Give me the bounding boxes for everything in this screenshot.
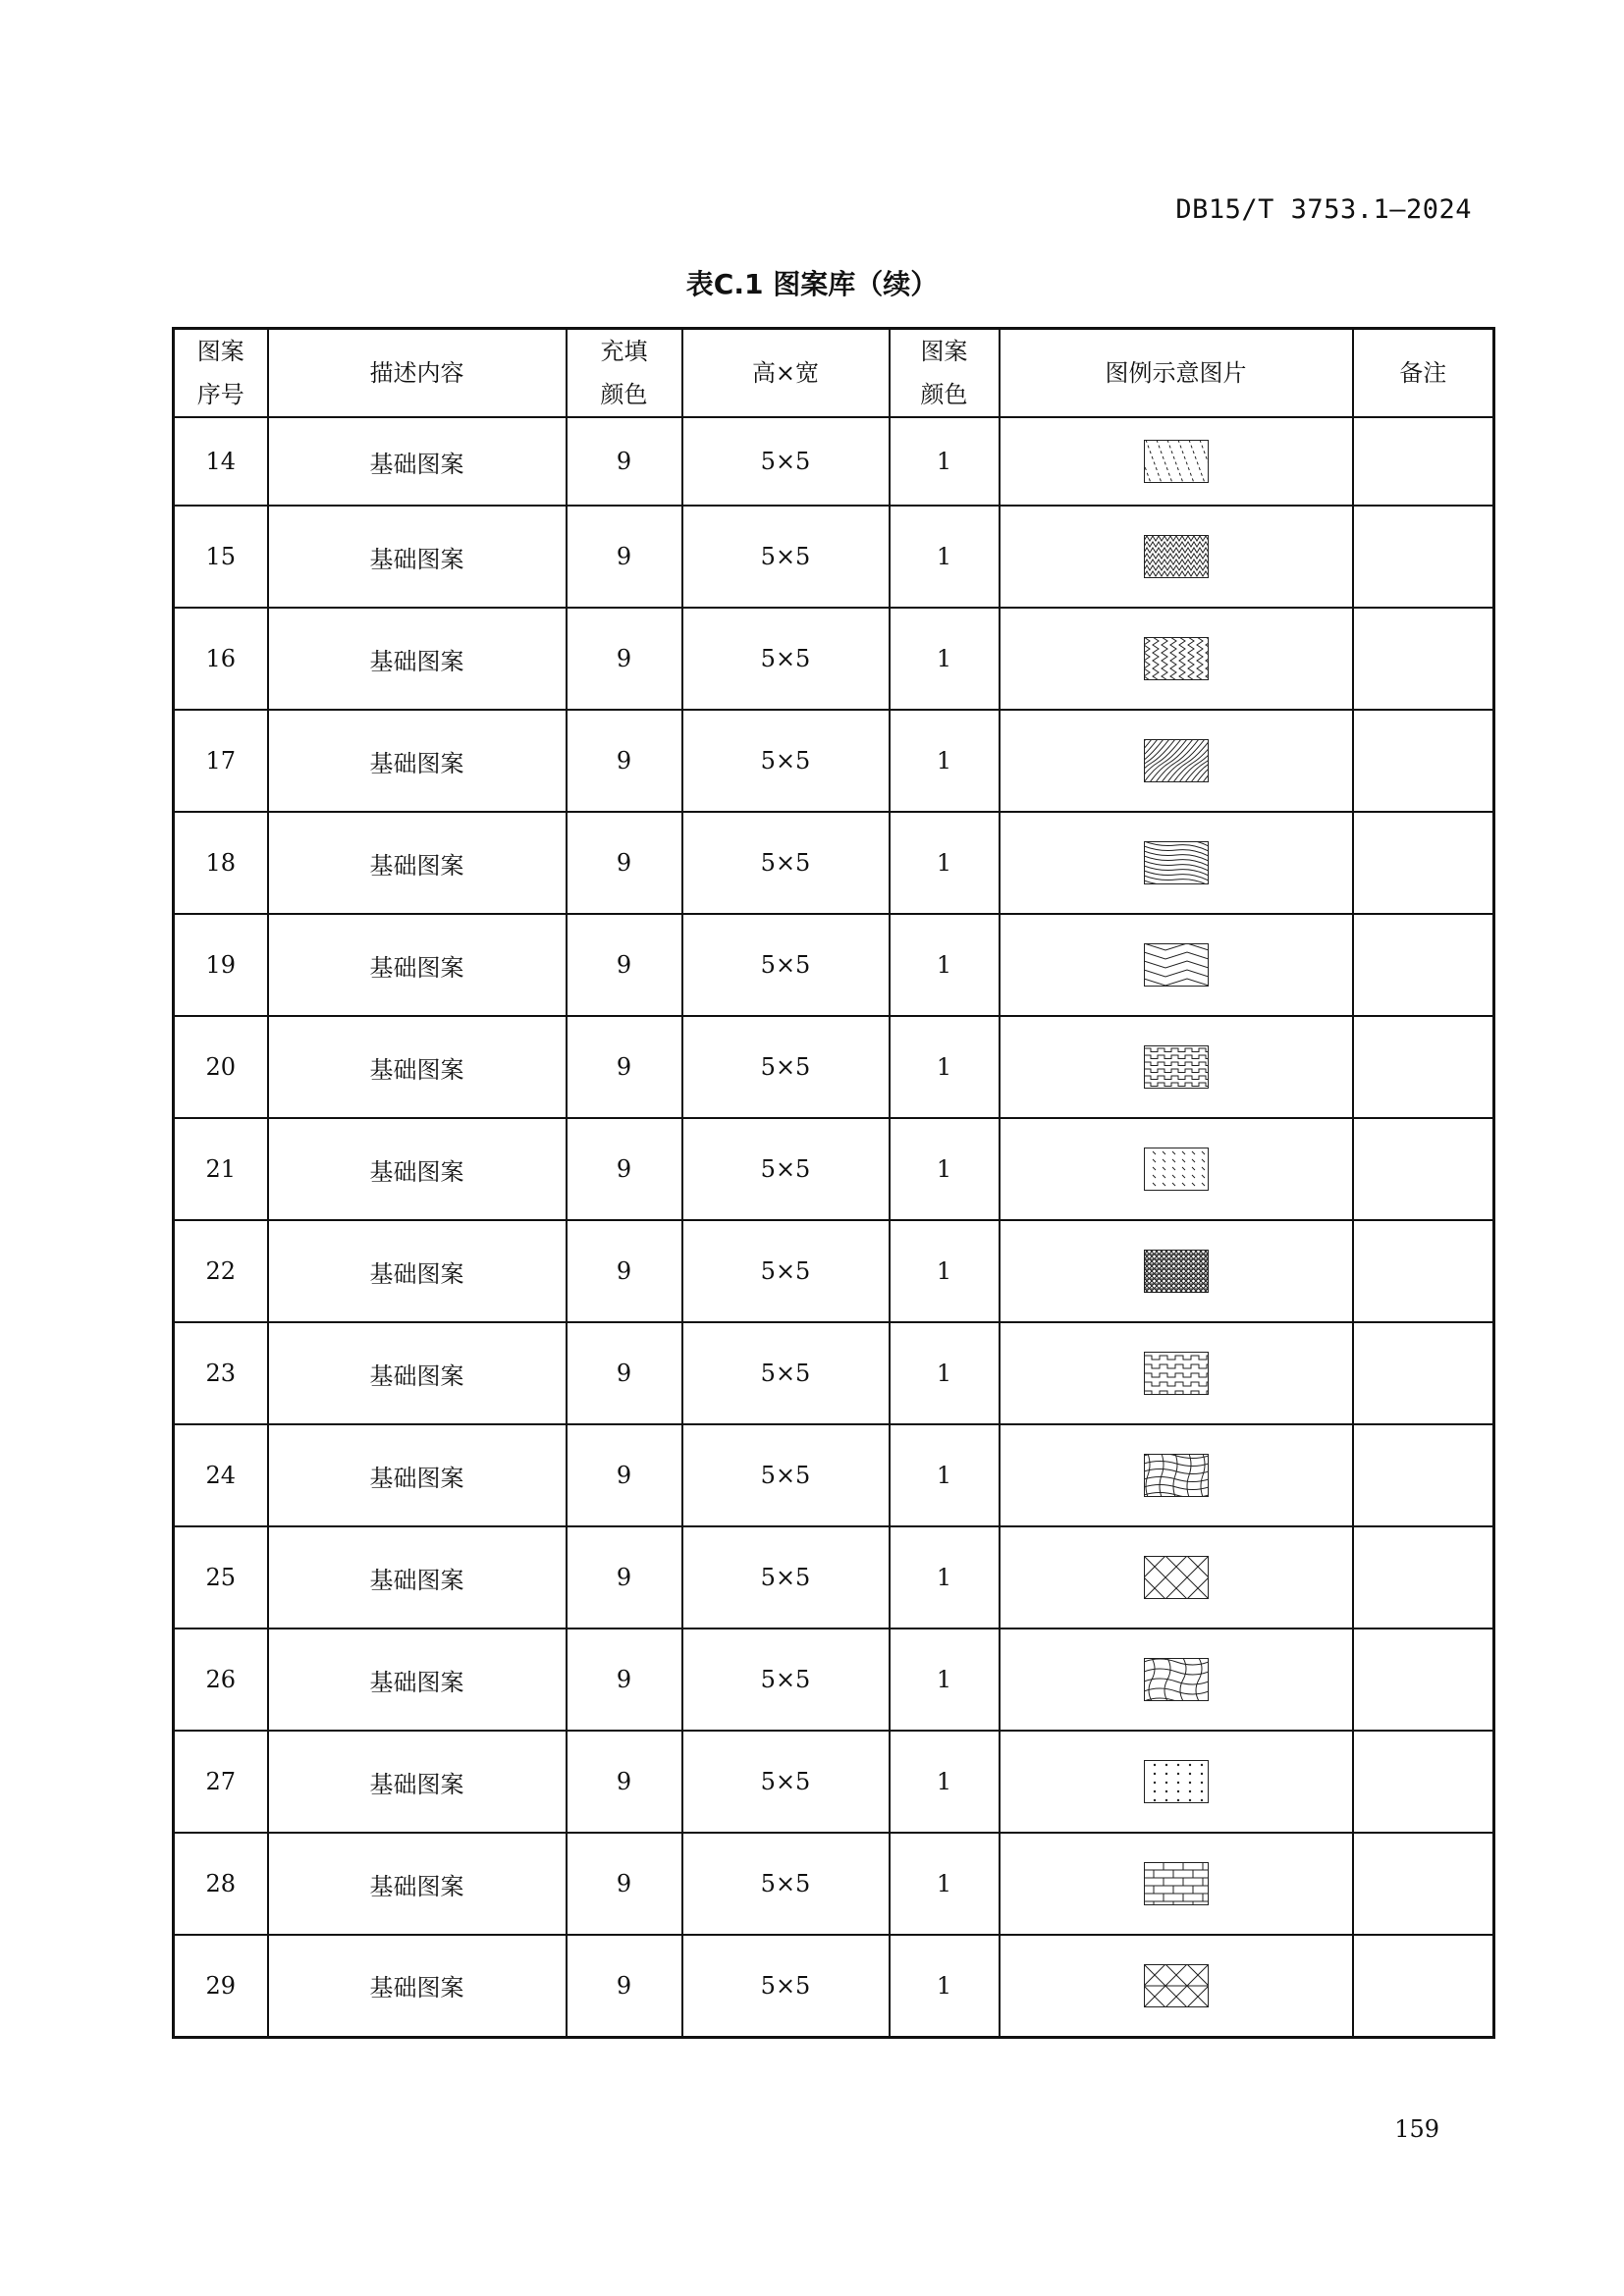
table-row xyxy=(174,1016,1494,1118)
cell-desc: 基础图案 xyxy=(268,1220,567,1322)
document-code: DB15/T 3753.1—2024 xyxy=(1175,194,1472,225)
table-row xyxy=(174,914,1494,1016)
cell-seq: 17 xyxy=(174,710,268,812)
cell-legend xyxy=(1000,608,1353,710)
pattern-library-table xyxy=(172,327,1495,2039)
table-row xyxy=(174,1118,1494,1220)
cell-seq: 22 xyxy=(174,1220,268,1322)
header-remark: 备注 xyxy=(1353,329,1494,418)
table-row xyxy=(174,1220,1494,1322)
cell-remark xyxy=(1353,812,1494,914)
cell-fill-color: 9 xyxy=(567,417,682,506)
pattern-swatch-icon xyxy=(1144,637,1209,680)
cell-pattern-color: 1 xyxy=(890,608,1000,710)
cell-seq: 21 xyxy=(174,1118,268,1220)
table-title: 表C.1 图案库（续） xyxy=(685,268,939,300)
pattern-swatch-icon xyxy=(1144,1148,1209,1191)
cell-desc: 基础图案 xyxy=(268,1526,567,1629)
cell-pattern-color: 1 xyxy=(890,1220,1000,1322)
cell-legend xyxy=(1000,1526,1353,1629)
cell-desc: 基础图案 xyxy=(268,1833,567,1935)
cell-pattern-color: 1 xyxy=(890,417,1000,506)
cell-legend xyxy=(1000,1424,1353,1526)
cell-size: 5×5 xyxy=(682,506,890,608)
pattern-swatch-icon xyxy=(1144,943,1209,987)
page-number: 159 xyxy=(1394,2115,1439,2143)
cell-seq: 26 xyxy=(174,1629,268,1731)
cell-desc: 基础图案 xyxy=(268,1424,567,1526)
cell-legend xyxy=(1000,1833,1353,1935)
cell-legend xyxy=(1000,417,1353,506)
cell-pattern-color: 1 xyxy=(890,1833,1000,1935)
table-row xyxy=(174,1935,1494,2037)
cell-pattern-color: 1 xyxy=(890,914,1000,1016)
cell-fill-color: 9 xyxy=(567,1322,682,1424)
cell-legend xyxy=(1000,1118,1353,1220)
cell-remark xyxy=(1353,608,1494,710)
cell-remark xyxy=(1353,506,1494,608)
cell-legend xyxy=(1000,1220,1353,1322)
pattern-swatch-icon xyxy=(1144,1862,1209,1905)
header-seq xyxy=(174,329,268,418)
cell-desc: 基础图案 xyxy=(268,914,567,1016)
cell-fill-color: 9 xyxy=(567,1424,682,1526)
cell-fill-color: 9 xyxy=(567,1833,682,1935)
header-seq-line2: 序号 xyxy=(196,381,244,408)
cell-remark xyxy=(1353,1424,1494,1526)
cell-seq: 24 xyxy=(174,1424,268,1526)
header-fill-line1: 充填 xyxy=(600,338,648,365)
cell-legend xyxy=(1000,914,1353,1016)
cell-seq: 20 xyxy=(174,1016,268,1118)
table-row xyxy=(174,1322,1494,1424)
cell-fill-color: 9 xyxy=(567,1731,682,1833)
table-row xyxy=(174,608,1494,710)
cell-remark xyxy=(1353,1016,1494,1118)
header-fill-color xyxy=(567,329,682,418)
cell-fill-color: 9 xyxy=(567,1935,682,2037)
cell-desc: 基础图案 xyxy=(268,812,567,914)
cell-size: 5×5 xyxy=(682,1833,890,1935)
cell-legend xyxy=(1000,1016,1353,1118)
cell-pattern-color: 1 xyxy=(890,1526,1000,1629)
cell-seq: 16 xyxy=(174,608,268,710)
table-row xyxy=(174,1629,1494,1731)
cell-desc: 基础图案 xyxy=(268,1118,567,1220)
cell-seq: 19 xyxy=(174,914,268,1016)
header-desc: 描述内容 xyxy=(268,329,567,418)
header-size: 高×宽 xyxy=(682,329,890,418)
cell-remark xyxy=(1353,1833,1494,1935)
cell-fill-color: 9 xyxy=(567,710,682,812)
table-row xyxy=(174,506,1494,608)
cell-fill-color: 9 xyxy=(567,1220,682,1322)
cell-size: 5×5 xyxy=(682,1220,890,1322)
cell-remark xyxy=(1353,1935,1494,2037)
pattern-swatch-icon xyxy=(1144,440,1209,483)
cell-pattern-color: 1 xyxy=(890,1629,1000,1731)
cell-remark xyxy=(1353,417,1494,506)
cell-legend xyxy=(1000,812,1353,914)
cell-desc: 基础图案 xyxy=(268,608,567,710)
cell-desc: 基础图案 xyxy=(268,1629,567,1731)
cell-remark xyxy=(1353,1526,1494,1629)
cell-fill-color: 9 xyxy=(567,1526,682,1629)
cell-seq: 27 xyxy=(174,1731,268,1833)
cell-size: 5×5 xyxy=(682,417,890,506)
cell-size: 5×5 xyxy=(682,1731,890,1833)
pattern-swatch-icon xyxy=(1144,1964,1209,2007)
cell-remark xyxy=(1353,1629,1494,1731)
cell-remark xyxy=(1353,1220,1494,1322)
cell-legend xyxy=(1000,1629,1353,1731)
cell-size: 5×5 xyxy=(682,1322,890,1424)
cell-remark xyxy=(1353,1731,1494,1833)
cell-seq: 29 xyxy=(174,1935,268,2037)
cell-fill-color: 9 xyxy=(567,608,682,710)
cell-legend xyxy=(1000,710,1353,812)
pattern-swatch-icon xyxy=(1144,1045,1209,1089)
cell-desc: 基础图案 xyxy=(268,1016,567,1118)
cell-seq: 14 xyxy=(174,417,268,506)
cell-fill-color: 9 xyxy=(567,914,682,1016)
cell-pattern-color: 1 xyxy=(890,1322,1000,1424)
cell-pattern-color: 1 xyxy=(890,506,1000,608)
cell-fill-color: 9 xyxy=(567,506,682,608)
cell-seq: 25 xyxy=(174,1526,268,1629)
cell-size: 5×5 xyxy=(682,812,890,914)
header-legend: 图例示意图片 xyxy=(1000,329,1353,418)
table-row xyxy=(174,812,1494,914)
cell-desc: 基础图案 xyxy=(268,710,567,812)
cell-fill-color: 9 xyxy=(567,1629,682,1731)
table-row xyxy=(174,710,1494,812)
pattern-swatch-icon xyxy=(1144,1556,1209,1599)
cell-legend xyxy=(1000,506,1353,608)
cell-desc: 基础图案 xyxy=(268,506,567,608)
cell-remark xyxy=(1353,710,1494,812)
pattern-swatch-icon xyxy=(1144,841,1209,884)
cell-desc: 基础图案 xyxy=(268,1322,567,1424)
cell-size: 5×5 xyxy=(682,710,890,812)
cell-desc: 基础图案 xyxy=(268,417,567,506)
table-row xyxy=(174,1526,1494,1629)
pattern-swatch-icon xyxy=(1144,1250,1209,1293)
cell-seq: 15 xyxy=(174,506,268,608)
cell-size: 5×5 xyxy=(682,1424,890,1526)
cell-legend xyxy=(1000,1322,1353,1424)
cell-desc: 基础图案 xyxy=(268,1731,567,1833)
cell-size: 5×5 xyxy=(682,608,890,710)
cell-size: 5×5 xyxy=(682,1118,890,1220)
pattern-swatch-icon xyxy=(1144,739,1209,782)
header-fill-line2: 颜色 xyxy=(600,381,648,408)
table-row xyxy=(174,1424,1494,1526)
cell-remark xyxy=(1353,1322,1494,1424)
cell-pattern-color: 1 xyxy=(890,812,1000,914)
pattern-swatch-icon xyxy=(1144,1658,1209,1701)
table-row xyxy=(174,417,1494,506)
cell-legend xyxy=(1000,1731,1353,1833)
cell-seq: 18 xyxy=(174,812,268,914)
cell-size: 5×5 xyxy=(682,1629,890,1731)
cell-size: 5×5 xyxy=(682,1526,890,1629)
cell-fill-color: 9 xyxy=(567,812,682,914)
cell-size: 5×5 xyxy=(682,1935,890,2037)
header-color-line2: 颜色 xyxy=(920,381,968,408)
pattern-swatch-icon xyxy=(1144,1352,1209,1395)
cell-remark xyxy=(1353,1118,1494,1220)
header-color-line1: 图案 xyxy=(920,338,968,365)
header-pattern-color xyxy=(890,329,1000,418)
header-seq-line1: 图案 xyxy=(196,338,244,365)
cell-pattern-color: 1 xyxy=(890,1424,1000,1526)
pattern-swatch-icon xyxy=(1144,1760,1209,1803)
table-row xyxy=(174,1731,1494,1833)
cell-seq: 23 xyxy=(174,1322,268,1424)
cell-pattern-color: 1 xyxy=(890,1118,1000,1220)
cell-seq: 28 xyxy=(174,1833,268,1935)
cell-fill-color: 9 xyxy=(567,1016,682,1118)
cell-desc: 基础图案 xyxy=(268,1935,567,2037)
table-row xyxy=(174,1833,1494,1935)
cell-size: 5×5 xyxy=(682,914,890,1016)
cell-pattern-color: 1 xyxy=(890,1731,1000,1833)
cell-pattern-color: 1 xyxy=(890,1935,1000,2037)
pattern-swatch-icon xyxy=(1144,1454,1209,1497)
cell-legend xyxy=(1000,1935,1353,2037)
cell-size: 5×5 xyxy=(682,1016,890,1118)
cell-remark xyxy=(1353,914,1494,1016)
cell-pattern-color: 1 xyxy=(890,710,1000,812)
cell-fill-color: 9 xyxy=(567,1118,682,1220)
pattern-swatch-icon xyxy=(1144,535,1209,578)
header-row xyxy=(174,329,1494,418)
cell-pattern-color: 1 xyxy=(890,1016,1000,1118)
